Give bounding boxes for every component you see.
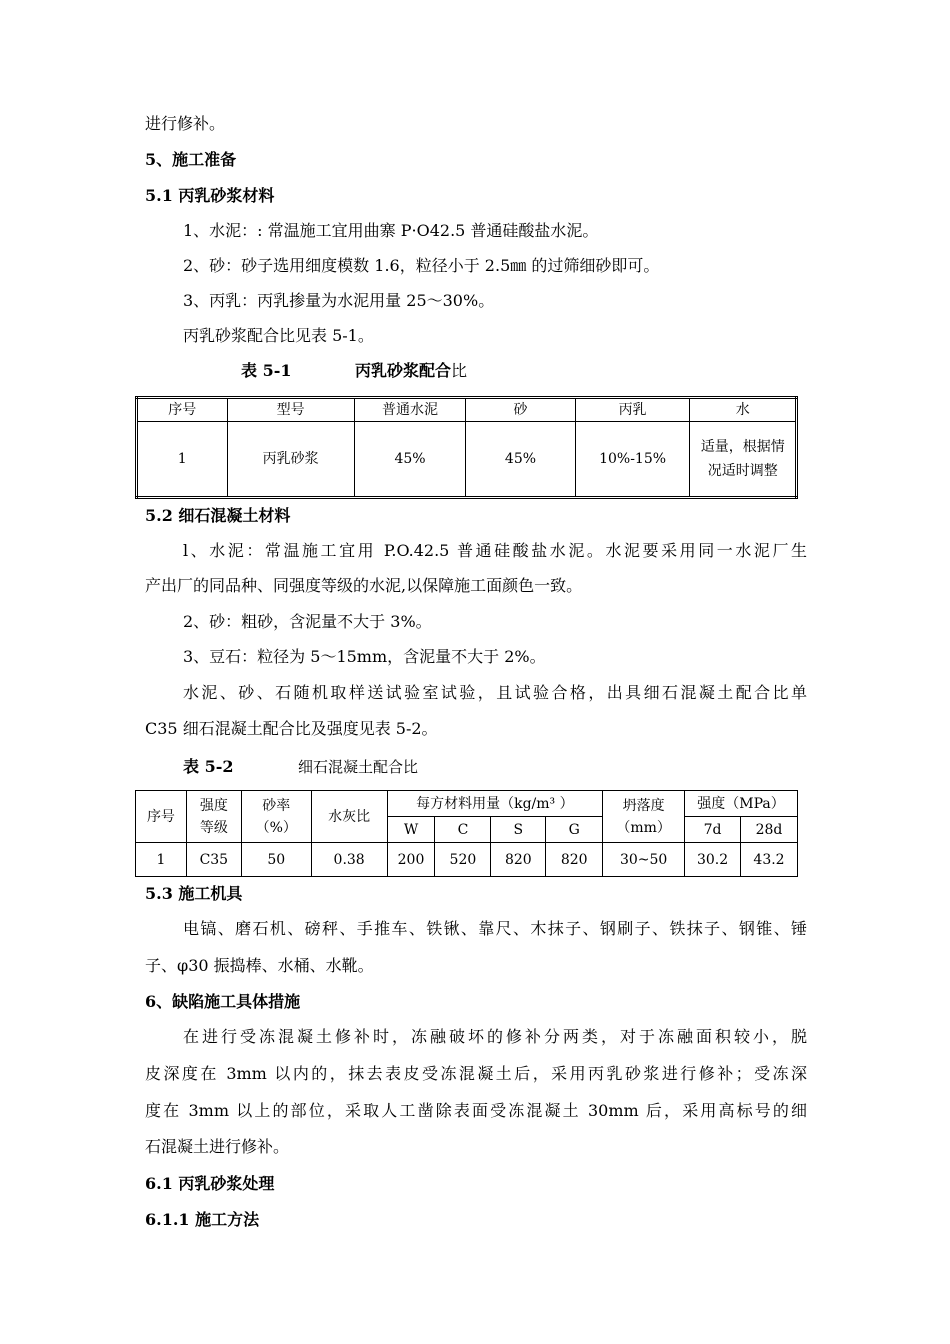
table-cell: 0.38: [311, 843, 387, 877]
table-header-cell: 强度 等级: [186, 791, 241, 843]
paragraph-text: 进行修补。: [145, 114, 226, 133]
table-5-1-caption-title: 丙乳砂浆配合比: [355, 361, 468, 380]
section-heading-5-3: 5.3 施工机具: [145, 884, 243, 903]
table-header-cell: W: [387, 817, 435, 843]
table-header-cell: 普通水泥: [354, 398, 465, 422]
table-header-cell: 型号: [227, 398, 354, 422]
table-cell: 1: [137, 422, 228, 498]
table-5-2-caption-title: 细石混凝土配合比: [298, 758, 419, 776]
table-cell: 适量，根据情况适时调整: [690, 422, 797, 498]
paragraph-text: 石混凝土进行修补。: [145, 1137, 290, 1156]
paragraph-text: 电镐、磨石机、磅秤、手推车、铁锹、靠尺、木抹子、钢刷子、铁抹子、钢锥、锤: [183, 919, 807, 938]
table-header-cell: 7d: [685, 817, 741, 843]
table-cell: 520: [435, 843, 491, 877]
table-header-cell: 坍落度 （mm）: [603, 791, 685, 843]
paragraph-text: 水泥、砂、石随机取样送试验室试验，且试验合格，出具细石混凝土配合比单: [183, 683, 807, 702]
table-cell: 10%-15%: [575, 422, 690, 498]
table-5-2-caption-number: 表 5-2: [183, 757, 234, 776]
table-cell: 丙乳砂浆: [227, 422, 354, 498]
table-header-cell: C: [435, 817, 491, 843]
table-cell: 43.2: [741, 843, 798, 877]
table-header-cell: 序号: [137, 398, 228, 422]
paragraph-text: 3、丙乳：丙乳掺量为水泥用量 25～30%。: [183, 291, 495, 310]
table-cell: 820: [546, 843, 603, 877]
table-5-1: [135, 396, 798, 499]
section-heading-5-1: 5.1 丙乳砂浆材料: [145, 186, 275, 205]
paragraph-text: l、水泥：常温施工宜用 P.O.42.5 普通硅酸盐水泥。水泥要采用同一水泥厂生: [183, 541, 807, 560]
table-cell: 30~50: [603, 843, 685, 877]
section-heading-6: 6、缺陷施工具体措施: [145, 992, 301, 1011]
paragraph-text: 2、砂：砂子选用细度模数 1.6，粒径小于 2.5㎜ 的过筛细砂即可。: [183, 256, 660, 275]
table-header-cell: 水灰比: [311, 791, 387, 843]
table-header-cell: 强度（MPa）: [685, 791, 798, 817]
paragraph-text: 度在 3mm 以上的部位，采取人工凿除表面受冻混凝土 30mm 后，采用高标号的细: [145, 1101, 807, 1120]
table-cell: 45%: [354, 422, 465, 498]
table-header-cell: 每方材料用量（kg/m³ ）: [387, 791, 603, 817]
paragraph-text: 1、水泥：: 常温施工宜用曲寨 P·O42.5 普通硅酸盐水泥。: [183, 221, 599, 240]
table-header-cell: 水: [690, 398, 797, 422]
paragraph-text: 皮深度在 3mm 以内的，抹去表皮受冻混凝土后，采用丙乳砂浆进行修补；受冻深: [145, 1064, 807, 1083]
paragraph-text: C35 细石混凝土配合比及强度见表 5-2。: [145, 719, 438, 738]
table-header-cell: 丙乳: [575, 398, 690, 422]
table-header-cell: S: [491, 817, 546, 843]
table-header-cell: G: [546, 817, 603, 843]
table-5-1-caption-number: 表 5-1: [241, 361, 292, 380]
table-cell: 1: [136, 843, 187, 877]
section-heading-6-1-1: 6.1.1 施工方法: [145, 1210, 260, 1229]
paragraph-text: 3、豆石：粒径为 5～15mm，含泥量不大于 2%。: [183, 647, 546, 666]
table-cell: 50: [241, 843, 311, 877]
table-cell: 30.2: [685, 843, 741, 877]
section-heading-6-1: 6.1 丙乳砂浆处理: [145, 1174, 275, 1193]
table-cell: C35: [186, 843, 241, 877]
paragraph-text: 产出厂的同品种、同强度等级的水泥,以保障施工面颜色一致。: [145, 576, 583, 595]
paragraph-text: 子、φ30 振捣棒、水桶、水靴。: [145, 956, 374, 975]
table-header-cell: 28d: [741, 817, 798, 843]
table-cell: 820: [491, 843, 546, 877]
table-header-cell: 砂率 （%）: [241, 791, 311, 843]
paragraph-text: 2、砂：粗砂，含泥量不大于 3%。: [183, 612, 432, 631]
section-heading-5-2: 5.2 细石混凝土材料: [145, 506, 291, 525]
paragraph-text: 在进行受冻混凝土修补时，冻融破坏的修补分两类，对于冻融面积较小，脱: [183, 1027, 807, 1046]
table-cell: 200: [387, 843, 435, 877]
table-header-cell: 砂: [466, 398, 575, 422]
paragraph-text: 丙乳砂浆配合比见表 5-1。: [183, 326, 374, 345]
table-5-2: [135, 790, 798, 877]
table-cell: 45%: [466, 422, 575, 498]
section-heading-5: 5、施工准备: [145, 150, 237, 169]
table-header-cell: 序号: [136, 791, 187, 843]
